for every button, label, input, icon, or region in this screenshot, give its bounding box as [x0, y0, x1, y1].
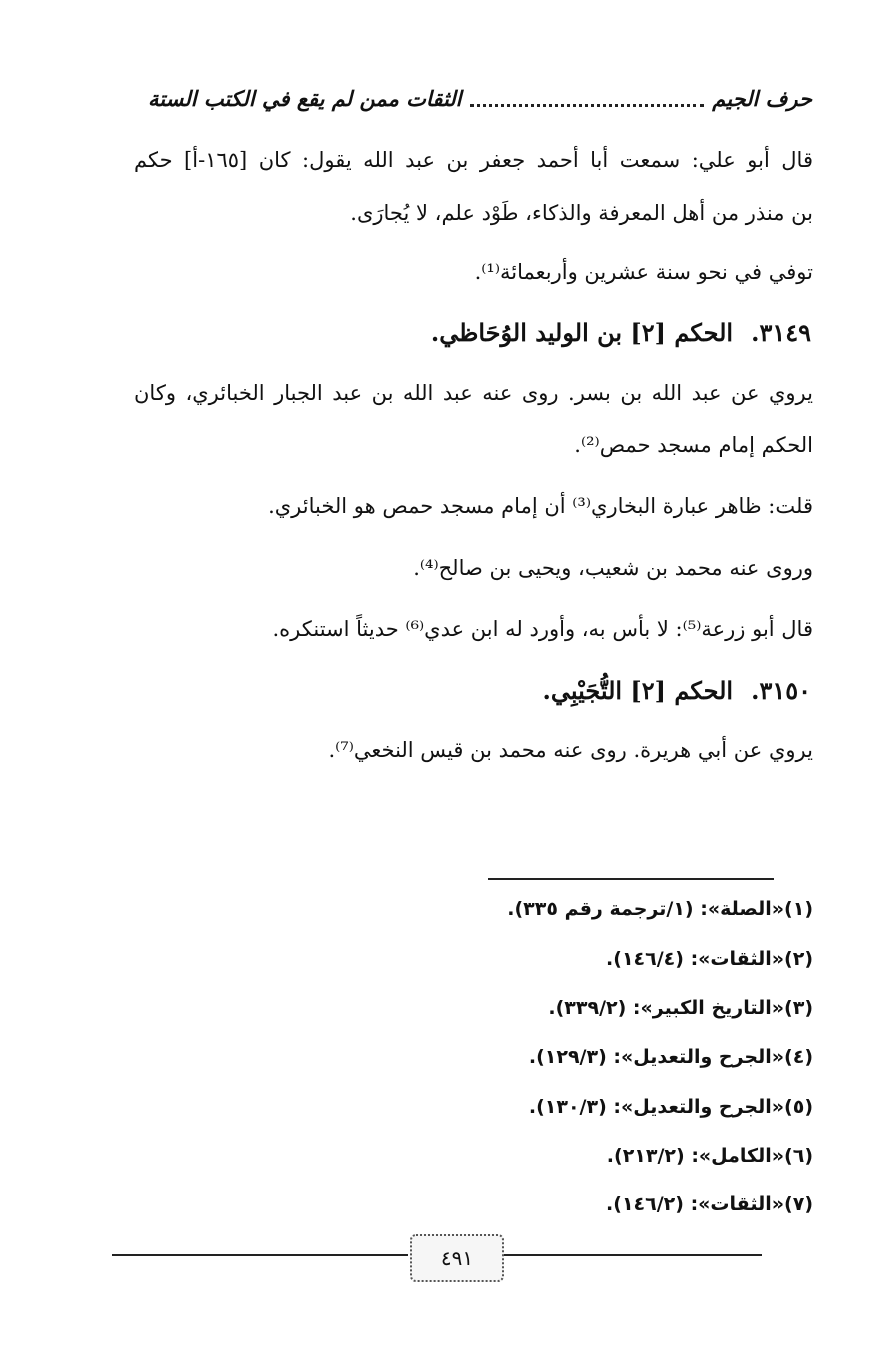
footnote: (٤)«الجرح والتعديل»: (١٢٩/٣). [528, 1046, 813, 1068]
paragraph-line: قلت: ظاهر عبارة البخاري⁽³⁾ أن إمام مسجد حمص هو الخبائري. [268, 494, 813, 518]
footnote: (١)«الصلة»: (١/ترجمة رقم ٣٣٥). [507, 898, 813, 920]
footnote: (٣)«التاريخ الكبير»: (٣٣٩/٢). [548, 997, 813, 1019]
entry-number: ٣١٥٠. [751, 676, 811, 705]
entry-title: الحكم [٢] التُّجَيْبِي. [542, 676, 734, 705]
page-number: ٤٩١ [410, 1234, 504, 1282]
header-chapter: حرف الجيم [712, 85, 812, 111]
footnote-separator [488, 878, 774, 880]
footer-rule-right [500, 1254, 762, 1256]
paragraph-line: بن منذر من أهل المعرفة والذكاء، طَوْد علم، لا يُجارَى. [350, 201, 813, 225]
entry-heading [542, 676, 811, 705]
paragraph-line: وروى عنه محمد بن شعيب، ويحيى بن صالح⁽⁴⁾. [413, 556, 813, 580]
footer-rule-left [112, 1254, 408, 1256]
entry-heading [431, 318, 811, 347]
footnote: (٦)«الكامل»: (٢١٣/٢). [606, 1145, 813, 1167]
paragraph-line: قال أبو علي: سمعت أبا أحمد جعفر بن عبد الله يقول: كان [١٦٥-أ] حكم [134, 148, 813, 172]
paragraph-line: قال أبو زرعة⁽⁵⁾: لا بأس به، وأورد له ابن عدي⁽⁶⁾ حديثاً استنكره. [272, 617, 813, 641]
header-dot-leader [470, 104, 705, 107]
paragraph-line: الحكم إمام مسجد حمص⁽²⁾. [574, 433, 813, 457]
footnote: (٧)«الثقات»: (١٤٦/٢). [606, 1193, 813, 1215]
footnote: (٢)«الثقات»: (١٤٦/٤). [606, 948, 813, 970]
header-book-title: الثقات ممن لم يقع في الكتب الستة [148, 85, 462, 111]
footnote: (٥)«الجرح والتعديل»: (١٣٠/٣). [528, 1096, 813, 1118]
entry-number: ٣١٤٩. [751, 318, 811, 347]
paragraph-line: يروي عن عبد الله بن بسر. روى عنه عبد الله بن عبد الجبار الخبائري، وكان [134, 381, 813, 405]
running-header [148, 78, 812, 118]
paragraph-line: توفي في نحو سنة عشرين وأربعمائة⁽¹⁾. [474, 260, 813, 284]
entry-title: الحكم [٢] بن الوليد الوُحَاظي. [430, 318, 734, 347]
paragraph-line: يروي عن أبي هريرة. روى عنه محمد بن قيس النخعي⁽⁷⁾. [328, 738, 813, 762]
